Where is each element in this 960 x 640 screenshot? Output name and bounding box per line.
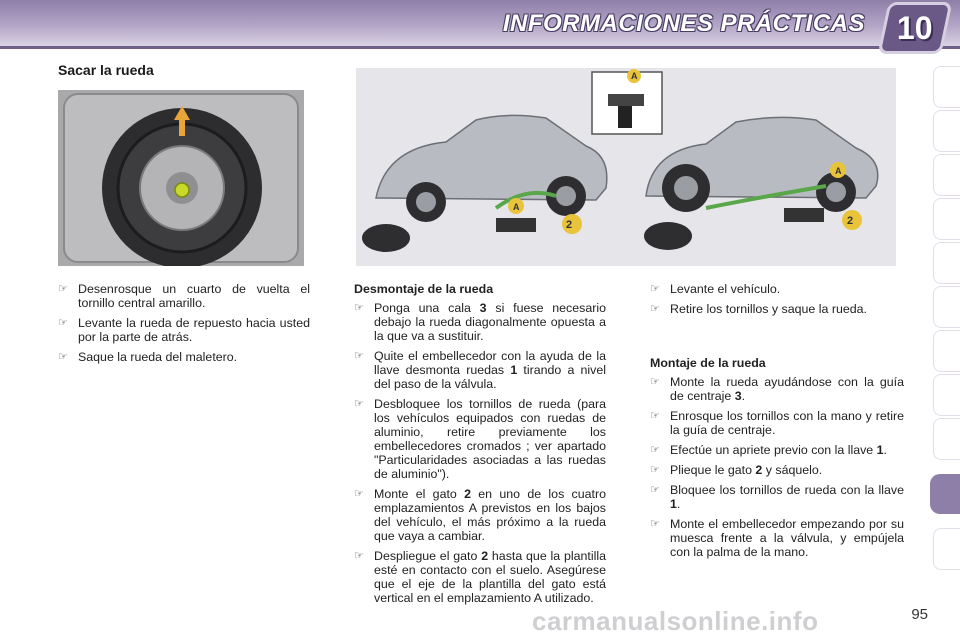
label-two-2: 2 (847, 215, 854, 227)
list-item: ☞ Desbloquee los tornillos de rueda (para los vehículos equipados con ruedas de aluminio, retire previamente los embellecedores cromados ; ver apartado "Particularidades asociadas a las ruedas de aluminio"). (354, 397, 606, 481)
jack-illustration (356, 68, 896, 266)
chapter-tab[interactable] (933, 418, 960, 460)
pointing-hand-icon: ☞ (650, 464, 660, 476)
list-item: ☞ Plieque le gato 2 y sáquelo. (650, 463, 823, 477)
pointing-hand-icon: ☞ (58, 283, 68, 295)
pointing-hand-icon: ☞ (58, 317, 68, 329)
label-a-1: A (513, 202, 520, 212)
car-jack-drawing (356, 68, 896, 266)
list-item: ☞ Quite el embellecedor con la ayuda de la llave desmonta ruedas 1 tirando a nivel del paso de la válvula. (354, 349, 606, 391)
item-text: Levante la rueda de repuesto hacia usted por la parte de atrás. (78, 316, 310, 344)
item-text: Saque la rueda del maletero. (78, 350, 238, 364)
header-divider (0, 46, 960, 49)
heading-montaje: Montaje de la rueda (650, 356, 766, 370)
pointing-hand-icon: ☞ (354, 550, 364, 562)
chapter-tab[interactable] (933, 528, 960, 570)
chapter-tab[interactable] (933, 374, 960, 416)
column-3 (650, 282, 904, 565)
chapter-tab[interactable] (933, 286, 960, 328)
pointing-hand-icon: ☞ (650, 484, 660, 496)
list-item: ☞ Despliegue el gato 2 hasta que la plantilla esté en contacto con el suelo. Asegúrese que el eje de la plantilla del gato está vertical en el emplazamiento A utilizado. (354, 549, 606, 605)
list-item: ☞ Retire los tornillos y saque la rueda. (650, 302, 867, 316)
watermark: carmanualsonline.info (532, 606, 819, 636)
chapter-tab[interactable] (933, 330, 960, 372)
chapter-tab-active[interactable] (930, 474, 960, 514)
pointing-hand-icon: ☞ (354, 302, 364, 314)
column-1 (58, 282, 310, 370)
pointing-hand-icon: ☞ (354, 350, 364, 362)
pointing-hand-icon: ☞ (58, 351, 68, 363)
list-item: ☞ Monte el gato 2 en uno de los cuatro emplazamientos A previstos en los bajos del vehículo, el más próximo a la rueda que vaya a cambiar. (354, 487, 606, 543)
label-a-inset: A (631, 71, 638, 81)
column-2 (354, 282, 606, 611)
spare-wheel-drawing (58, 90, 304, 266)
list-item: ☞ Bloquee los tornillos de rueda con la llave 1. (650, 483, 904, 511)
chapter-title: INFORMACIONES PRÁCTICAS (502, 10, 865, 37)
list-item: ☞ Monte el embellecedor empezando por su muesca frente a la válvula, y empújela con la palma de la mano. (650, 517, 904, 559)
pointing-hand-icon: ☞ (354, 398, 364, 410)
list-item: ☞ Monte la rueda ayudándose con la guía de centraje 3. (650, 375, 904, 403)
chapter-badge (881, 5, 949, 51)
list-item: ☞ Levante el vehículo. (650, 282, 781, 296)
label-a-2: A (835, 166, 842, 176)
pointing-hand-icon: ☞ (650, 410, 660, 422)
chapter-tab[interactable] (933, 242, 960, 284)
list-item (58, 316, 310, 344)
item-text: Desenrosque un cuarto de vuelta el tornillo central amarillo. (78, 282, 310, 310)
pointing-hand-icon: ☞ (650, 518, 660, 530)
chapter-tab[interactable] (933, 198, 960, 240)
spare-wheel-photo (58, 90, 304, 266)
pointing-hand-icon: ☞ (650, 376, 660, 388)
list-item: ☞ Efectúe un apriete previo con la llave 1. (650, 443, 887, 457)
chapter-tab[interactable] (933, 154, 960, 196)
list-item (58, 350, 310, 364)
pointing-hand-icon: ☞ (354, 488, 364, 500)
page-number: 95 (911, 606, 928, 623)
list-item (58, 282, 310, 310)
chapter-number: 10 (897, 9, 933, 46)
list-item: ☞ Ponga una cala 3 si fuese necesario debajo la rueda diagonalmente opuesta a la que va a sustituir. (354, 301, 606, 343)
pointing-hand-icon: ☞ (650, 444, 660, 456)
list-item: ☞ Enrosque los tornillos con la mano y retire la guía de centraje. (650, 409, 904, 437)
chapter-tabs (930, 66, 960, 576)
heading-desmontaje: Desmontaje de la rueda (354, 282, 494, 296)
label-two-1: 2 (566, 219, 573, 231)
pointing-hand-icon: ☞ (650, 283, 660, 295)
pointing-hand-icon: ☞ (650, 303, 660, 315)
chapter-tab[interactable] (933, 66, 960, 108)
section-title: Sacar la rueda (58, 62, 154, 78)
chapter-tab[interactable] (933, 110, 960, 152)
